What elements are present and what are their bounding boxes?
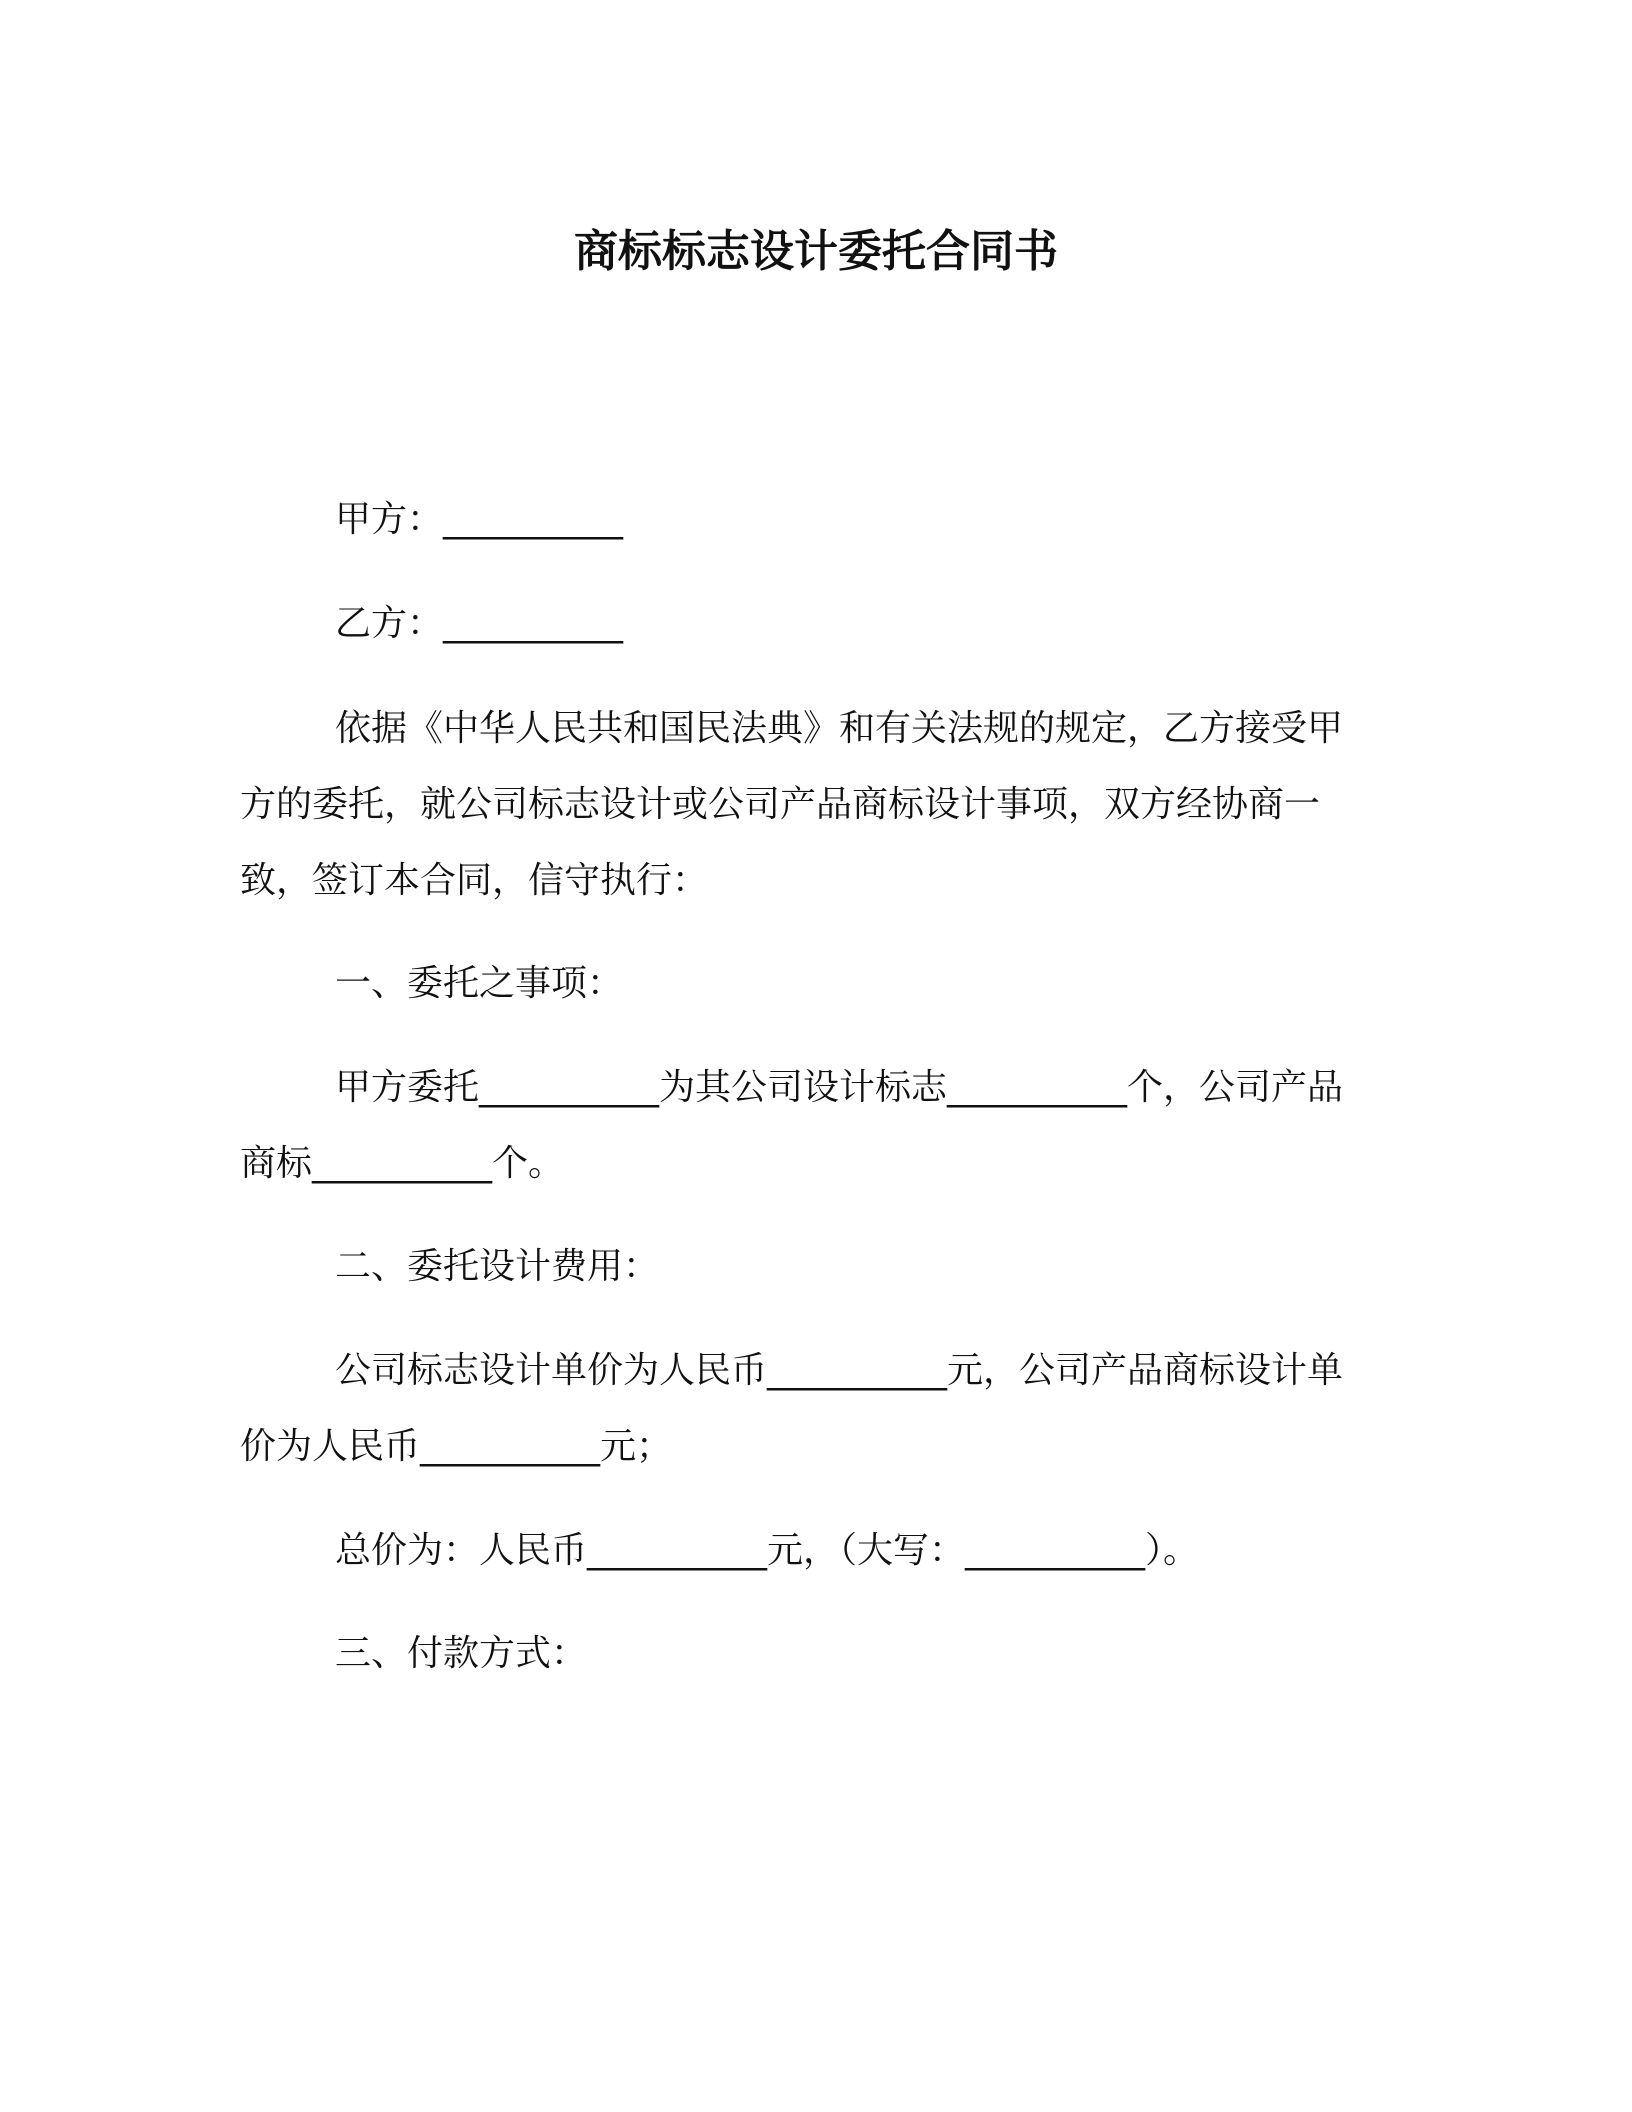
preamble-line-3: 致，签订本合同，信守执行： — [240, 860, 709, 901]
section-2-line-1: 公司标志设计单价为人民币__________元，公司产品商标设计单 — [335, 1350, 1344, 1391]
preamble-line-1: 依据《中华人民共和国民法典》和有关法规的规定，乙方接受甲 — [335, 708, 1344, 749]
section-1-line-2: 商标__________个。 — [240, 1143, 565, 1184]
section-heading-3: 三、付款方式： — [335, 1633, 588, 1674]
section-heading-1: 一、委托之事项： — [335, 963, 624, 1004]
party-b-line: 乙方：__________ — [335, 603, 624, 644]
party-a-line: 甲方：__________ — [335, 499, 624, 540]
section-heading-2: 二、委托设计费用： — [335, 1246, 660, 1287]
section-1-line-1: 甲方委托__________为其公司设计标志__________个，公司产品 — [335, 1067, 1344, 1108]
total-price-line: 总价为：人民币__________元，（大写：__________）。 — [335, 1530, 1200, 1571]
preamble-line-2: 方的委托，就公司标志设计或公司产品商标设计事项，双方经协商一 — [240, 784, 1321, 825]
section-2-line-2: 价为人民币__________元； — [240, 1426, 673, 1467]
document-title: 商标标志设计委托合同书 — [574, 226, 1058, 277]
